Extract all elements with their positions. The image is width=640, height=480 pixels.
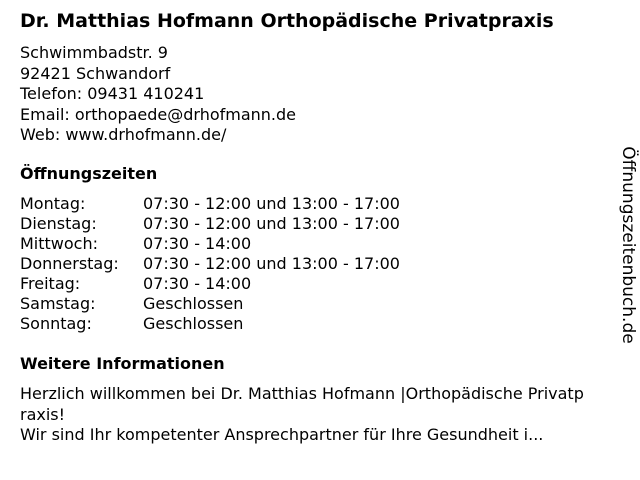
hours-day: Sonntag:: [20, 314, 92, 333]
city: 92421 Schwandorf: [20, 63, 171, 83]
hours-day: Mittwoch:: [20, 234, 98, 253]
hours-time: 07:30 - 14:00: [143, 274, 252, 293]
phone: Telefon: 09431 410241: [20, 84, 205, 103]
email: Email: orthopaede@drhofmann.de: [20, 104, 297, 124]
website: Web: www.drhofmann.de/: [20, 125, 227, 144]
hours-time: 07:30 - 12:00 und 13:00 - 17:00: [143, 194, 400, 213]
address-block: [20, 43, 296, 146]
hours-day: Dienstag:: [20, 214, 97, 233]
hours-day: Donnerstag:: [20, 254, 119, 273]
info-line: raxis!: [20, 404, 66, 424]
hours-time: 07:30 - 12:00 und 13:00 - 17:00: [143, 214, 400, 233]
more-info-heading: Weitere Informationen: [20, 354, 225, 373]
practice-name: Dr. Matthias Hofmann Orthopädische Privatpraxis: [20, 10, 554, 32]
hours-time: 07:30 - 12:00 und 13:00 - 17:00: [143, 254, 400, 273]
hours-time: 07:30 - 14:00: [143, 234, 252, 253]
opening-hours-heading: Öffnungszeiten: [20, 164, 158, 183]
hours-time: Geschlossen: [143, 294, 244, 313]
hours-time: Geschlossen: [143, 314, 244, 333]
watermark-oeffnungszeitenbuch: Öffnungszeitenbuch.de: [618, 146, 638, 344]
hours-day: Freitag:: [20, 274, 81, 293]
hours-day: Samstag:: [20, 294, 96, 313]
info-line: Wir sind Ihr kompetenter Ansprechpartner für Ihre Gesundheit i...: [20, 425, 544, 444]
info-line: Herzlich willkommen bei Dr. Matthias Hofmann |Orthopädische Privatp: [20, 384, 584, 403]
street: Schwimmbadstr. 9: [20, 43, 168, 62]
more-info-text: [20, 384, 620, 446]
hours-day: Montag:: [20, 194, 86, 213]
